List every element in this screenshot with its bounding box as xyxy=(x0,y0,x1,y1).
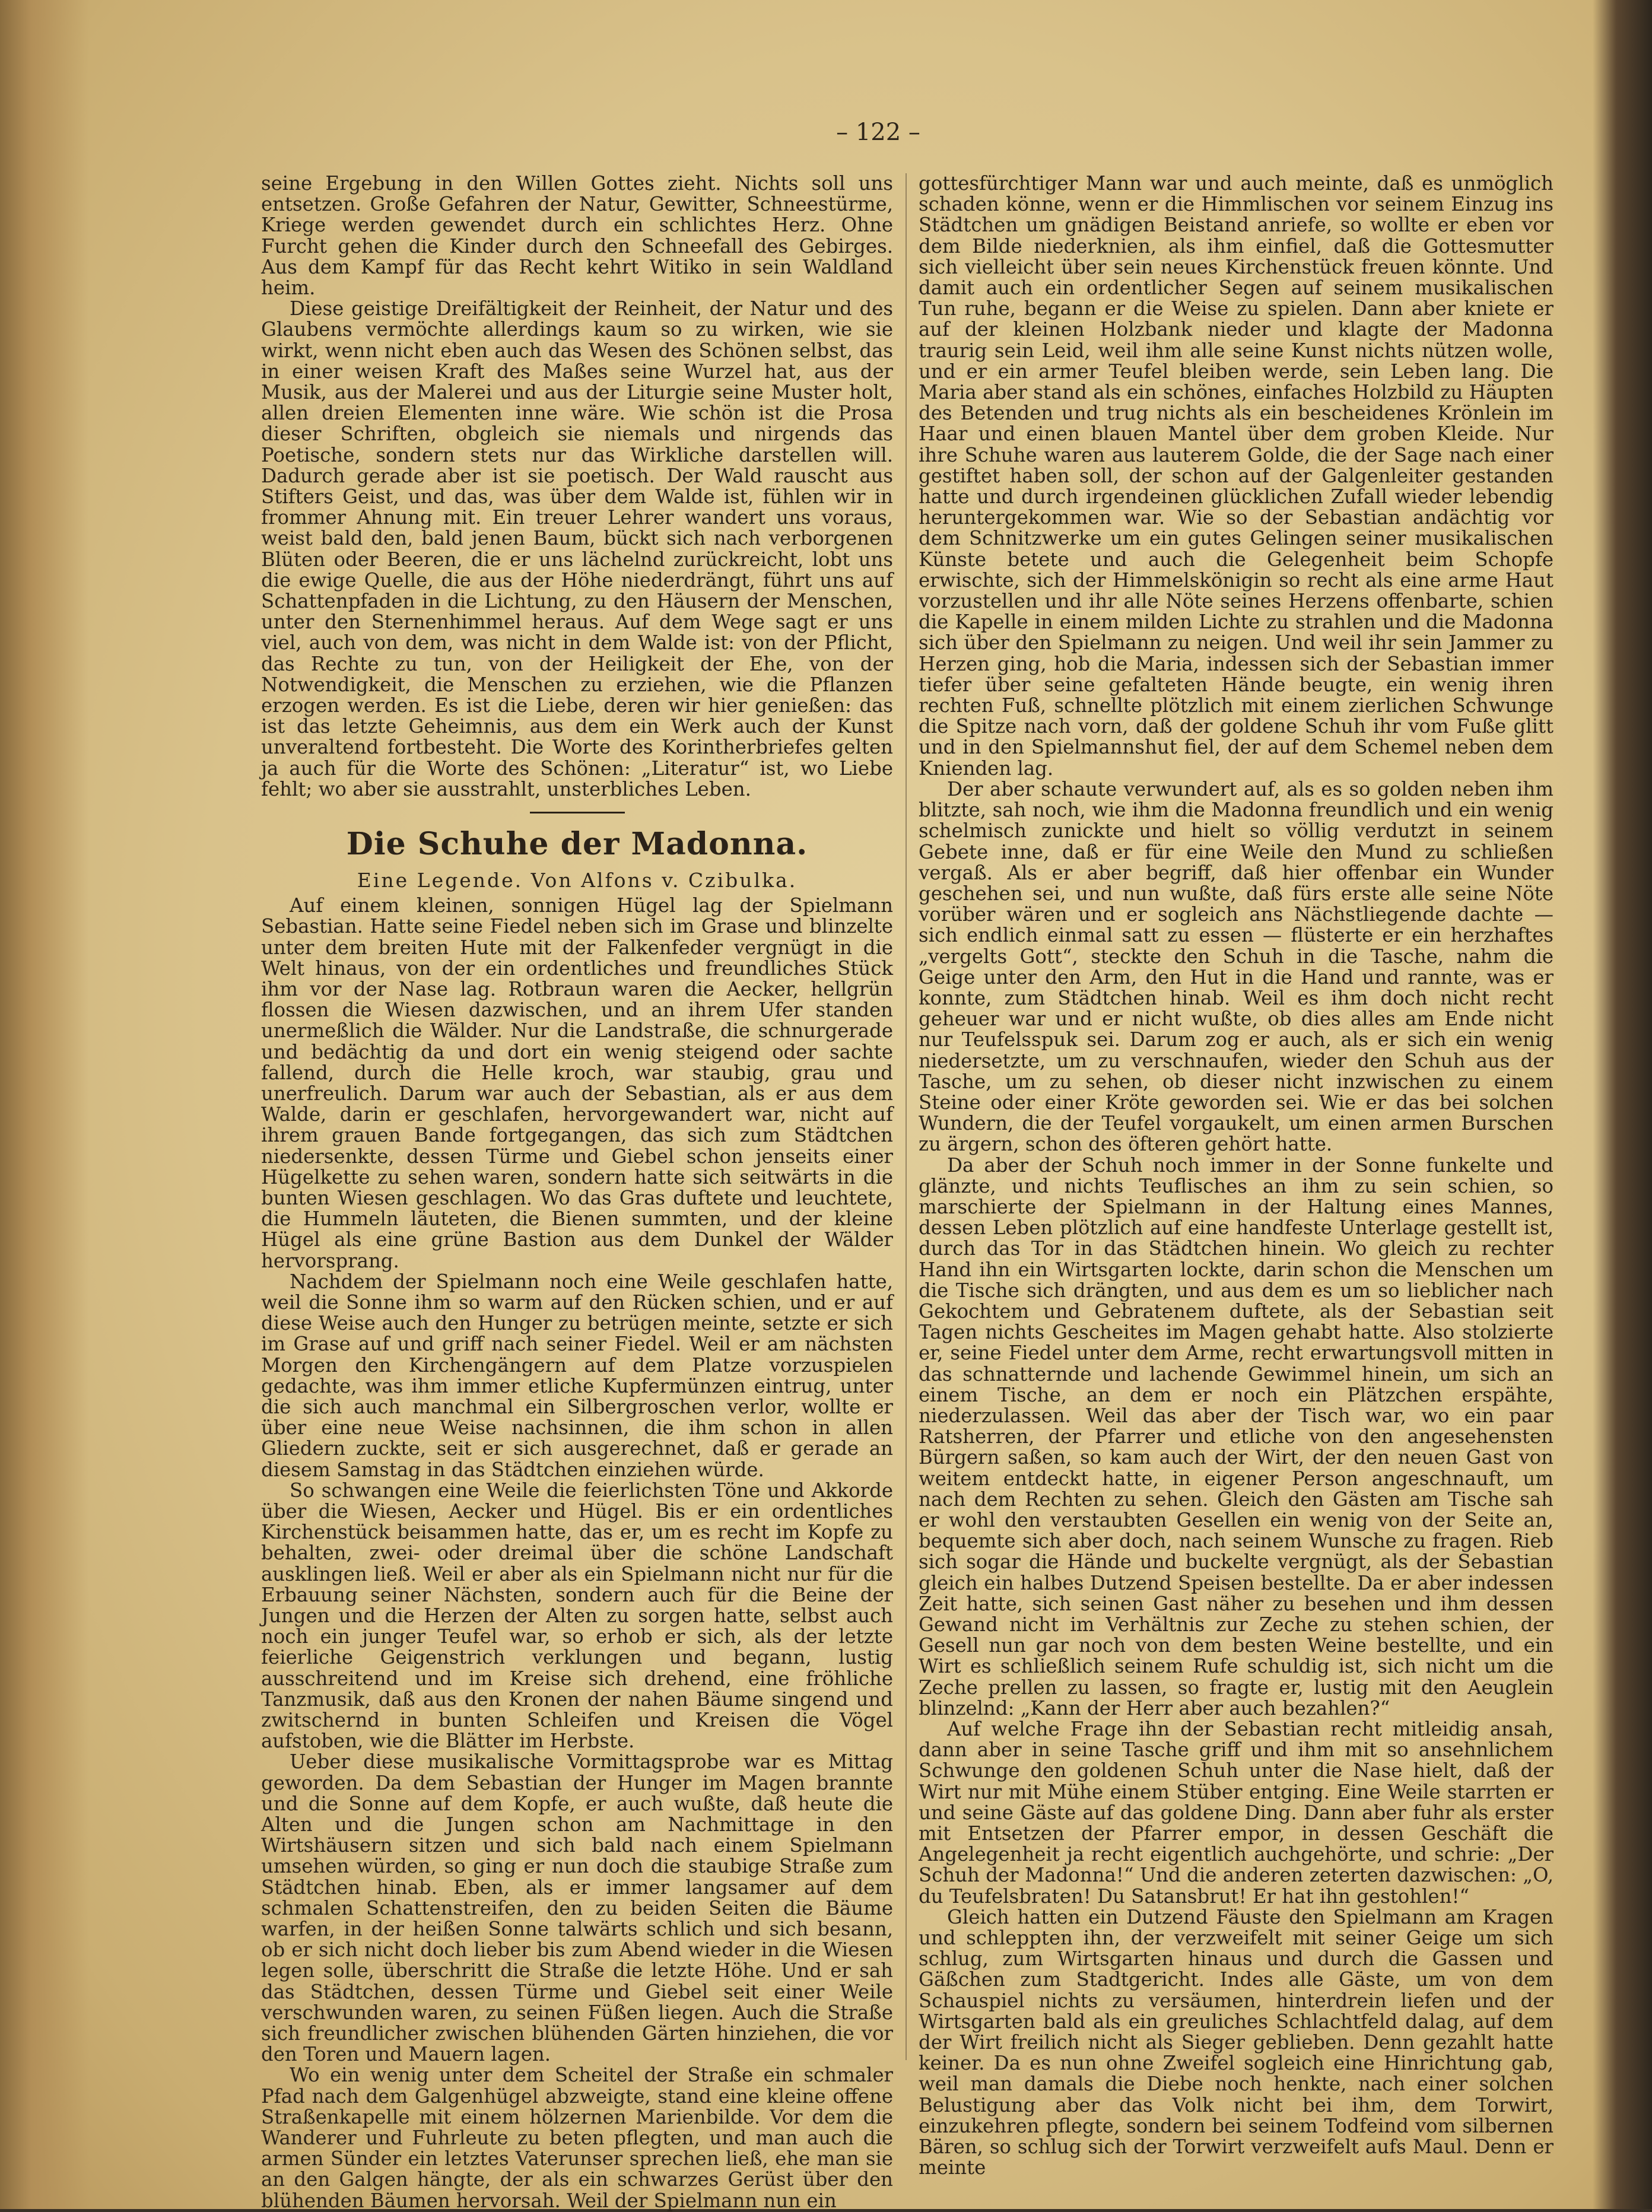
story-paragraph: So schwangen eine Weile die feierlichsten Töne und Akkorde über die Wiesen, Aecker und Hügel. Bis er ein ordentliches Kirchenstück beisammen hatte, das er, um es recht im Kopfe zu behalten, zwei- oder dreimal über die schöne Landschaft ausklingen ließ. Weil er aber als ein Spielmann nicht nur für die Erbauung seiner Nächsten, sondern auch für die Beine der Jungen und die Herzen der Alten zu sorgen hatte, selbst auch noch ein junger Teufel war, so erhob er sich, als der letzte feierliche Geigenstrich verklungen und begann, lustig ausschreitend und im Kreise sich drehend, eine fröhliche Tanzmusik, daß aus den Kronen der nahen Bäume singend und zwitschernd in bunten Schleifen und Kreisen die Vögel aufstoben, wie die Blätter im Herbste. xyxy=(261,1479,893,1753)
story-paragraph: Ueber diese musikalische Vormittagsprobe war es Mittag geworden. Da dem Sebastian der Hunger im Magen brannte und die Sonne auf dem Kopfe, er auch wußte, daß heute die Alten und die Jungen schon am Nachmittage in den Wirtshäusern sitzen und sich bald nach einem Spielmann umsehen würden, so ging er nun doch die staubige Straße zum Städtchen hinab. Eben, als er immer langsamer auf dem schmalen Schattenstreifen, den zu beiden Seiten die Bäume warfen, in der heißen Sonne talwärts schlich und sich besann, ob er sich nicht doch lieber bis zum Abend wieder in die Wiesen legen solle, überschritt die Straße die letzte Höhe. Und er sah das Städtchen, dessen Türme und Giebel seit einer Weile verschwunden waren, zu seinen Füßen liegen. Auch die Straße sich freundlicher zwischen blühenden Gärten hinziehen, die vor den Toren und Mauern lagen. xyxy=(261,1750,893,2066)
story-paragraph: Wo ein wenig unter dem Scheitel der Straße ein schmaler Pfad nach dem Galgenhügel abzweigte, stand eine kleine offene Straßenkapelle mit einem hölzernen Marienbilde. Vor dem die Wanderer und Fuhrleute zu beten pflegten, und man auch die armen Sünder ein letztes Vaterunser sprechen ließ, ehe man sie an den Galgen hängte, der als ein schwarzes Gerüst über den blühenden Bäumen hervorsah. Weil der Spielmann nun ein xyxy=(261,2064,893,2212)
right-column xyxy=(919,172,1553,2179)
story-paragraph: Auf welche Frage ihn der Sebastian recht mitleidig ansah, dann aber in seine Tasche griff und ihm mit so ansehnlichem Schwunge den goldenen Schuh unter die Nase hielt, daß der Wirt nur mit Mühe einem Stüber entging. Eine Weile starrten er und seine Gäste auf das goldene Ding. Dann aber fuhr als erster mit Entsetzen der Pfarrer empor, in dessen Geschäft die Angelegenheit ja recht eigentlich auchgehörte, und schrie: „Der Schuh der Madonna!“ Und die anderen zeterten dazwischen: „O, du Teufelsbraten! Du Satansbrut! Er hat ihn gestohlen!“ xyxy=(919,1718,1553,1908)
column-divider xyxy=(906,173,907,2060)
intro-paragraph: Diese geistige Dreifältigkeit der Reinheit, der Natur und des Glaubens vermöchte allerdings kaum so zu wirken, wie sie wirkt, wenn nicht eben auch das Wesen des Schönen selbst, das in einer weisen Kraft des Maßes seine Wurzel hat, aus der Musik, aus der Malerei und aus der Liturgie seine Muster holt, allen dreien Elementen inne wäre. Wie schön ist die Prosa dieser Schriften, obgleich sie niemals und nirgends das Poetische, sondern stets nur das Wirkliche darstellen will. Dadurch gerade aber ist sie poetisch. Der Wald rauscht aus Stifters Geist, und das, was über dem Walde ist, fühlen wir in frommer Ahnung mit. Ein treuer Lehrer wandert uns voraus, weist bald den, bald jenen Baum, bückt sich nach verborgenen Blüten oder Beeren, die er uns lächelnd zurückreicht, lobt uns die ewige Quelle, die aus der Höhe niederdrängt, führt uns auf Schattenpfaden in die Lichtung, zu den Häusern der Menschen, unter den Sternenhimmel heraus. Auf dem Wege sagt er uns viel, auch von dem, was nicht in dem Walde ist: von der Pflicht, das Rechte zu tun, von der Heiligkeit der Ehe, von der Notwendigkeit, die Menschen zu erziehen, wie die Pflanzen erzogen werden. Es ist die Liebe, deren wir hier genießen: das ist das letzte Geheimnis, aus dem ein Werk auch der Kunst unveraltend fortbesteht. Die Worte des Korintherbriefes gelten ja auch für die Worte des Schönen: „Literatur“ ist, wo Liebe fehlt; wo aber sie ausstrahlt, unsterbliches Leben. xyxy=(261,297,893,800)
story-byline: Eine Legende. Von Alfons v. Czibulka. xyxy=(357,869,798,892)
story-paragraph: Auf einem kleinen, sonnigen Hügel lag der Spielmann Sebastian. Hatte seine Fiedel neben sich im Grase und blinzelte unter dem breiten Hute mit der Falkenfeder vergnügt in die Welt hinaus, von der ein ordentliches und freundliches Stück ihm vor der Nase lag. Rotbraun waren die Aecker, hellgrün flossen die Wiesen dazwischen, und an ihrem Ufer standen unermeßlich die Wälder. Nur die Landstraße, die schnurgerade und bedächtig da und dort ein wenig steigend oder sachte fallend, durch die Helle kroch, war staubig, grau und unerfreulich. Darum war auch der Sebastian, als er aus dem Walde, darin er geschlafen, hervorgewandert war, nicht auf ihrem grauen Bande fortgegangen, das sich zum Städtchen niedersenkte, dessen Türme und Giebel schon jenseits einer Hügelkette zu sehen waren, sondern hatte sich seitwärts in die bunten Wiesen geschlagen. Wo das Gras duftete und leuchtete, die Hummeln läuteten, die Bienen summten, und der kleine Hügel als eine grüne Bastion aus dem Dunkel der Wälder hervorsprang. xyxy=(261,894,893,1272)
story-paragraph: Der aber schaute verwundert auf, als es so golden neben ihm blitzte, sah noch, wie ihm die Madonna freundlich und ein wenig schelmisch zunickte und hielt so völlig verdutzt in seinem Gebete inne, daß er für eine Weile den Mund zu schließen vergaß. Als er aber begriff, daß hier offenbar ein Wunder geschehen sei, und nun wußte, daß fürs erste alle seine Nöte vorüber wären und er sogleich ans Nächstliegende dachte — sich endlich einmal satt zu essen — flüsterte er ein herzhaftes „vergelts Gott“, steckte den Schuh in die Tasche, nahm die Geige unter den Arm, den Hut in die Hand und rannte, was er konnte, zum Städtchen hinab. Weil es ihm doch nicht recht geheuer war und er nicht wußte, ob dies alles am Ende nicht nur Teufelsspuk sei. Darum zog er auch, als er sich ein wenig niedersetzte, um zu verschnaufen, wieder den Schuh aus der Tasche, um zu sehen, ob dieser nicht inzwischen zu einem Steine oder einer Kröte geworden sei. Wie er das bei solchen Wundern, die der Teufel vorgaukelt, um einen armen Burschen zu ärgern, schon des öfteren gehört hatte. xyxy=(919,777,1553,1156)
story-paragraph: gottesfürchtiger Mann war und auch meinte, daß es unmöglich schaden könne, wenn er die Himmlischen vor seinem Einzug ins Städtchen um gnädigen Beistand anriefe, so wollte er eben vor dem Bilde niederknien, als ihm einfiel, daß die Gottesmutter sich vielleicht über sein neues Kirchenstück freuen könnte. Und damit auch ein ordentlicher Segen auf seinem musikalischen Tun ruhe, begann er die Weise zu spielen. Dann aber kniete er auf der kleinen Holzbank nieder und klagte der Madonna traurig sein Leid, weil ihm alle seine Kunst nichts nützen wolle, und er ein armer Teufel bleiben werde, sein Leben lang. Die Maria aber stand als ein schönes, einfaches Holzbild zu Häupten des Betenden und trug nichts als ein bescheidenes Krönlein im Haar und einen blauen Mantel über dem groben Kleide. Nur ihre Schuhe waren aus lauterem Golde, die der Sage nach einer gestiftet haben soll, der schon auf der Galgenleiter gestanden hatte und durch irgendeinen glücklichen Zufall wieder lebendig heruntergekommen war. Wie so der Sebastian andächtig vor dem Schnitzwerke um ein gutes Gelingen seiner musikalischen Künste betete und auch die Gelegenheit beim Schopfe erwischte, sich der Himmelskönigin so recht als eine arme Haut vorzustellen und ihr alle Nöte seines Herzens offenbarte, schien die Kapelle in einem milden Lichte zu strahlen und die Madonna sich über den Spielmann zu neigen. Und weil ihr sein Jammer zu Herzen ging, hob die Maria, indessen sich der Sebastian immer tiefer über seine gefalteten Hände beugte, ein wenig ihren rechten Fuß, schnellte plötzlich mit einem zierlichen Schwunge die Spitze nach vorn, daß der goldene Schuh ihr vom Fuße glitt und in den Spielmannshut fiel, der auf dem Schemel neben dem Knienden lag. xyxy=(919,172,1553,780)
left-column xyxy=(261,172,893,2212)
story-title: Die Schuhe der Madonna. xyxy=(346,826,808,863)
page-edge xyxy=(1593,0,1652,2209)
intro-paragraph: seine Ergebung in den Willen Gottes zieht. Nichts soll uns entsetzen. Große Gefahren der Natur, Gewitter, Schneestürme, Kriege werden gewendet durch ein schlichtes Herz. Ohne Furcht gehen die Kinder durch den Schneefall des Gebirges. Aus dem Kampf für das Recht kehrt Witiko in sein Waldland heim. xyxy=(261,172,893,300)
story-paragraph: Nachdem der Spielmann noch eine Weile geschlafen hatte, weil die Sonne ihm so warm auf den Rücken schien, und er auf diese Weise auch den Hunger zu betrügen meinte, setzte er sich im Grase auf und griff nach seiner Fiedel. Weil er am nächsten Morgen den Kirchengängern auf dem Platze vorzuspielen gedachte, was ihm immer etliche Kupfermünzen eintrug, unter die sich auch manchmal ein Silbergroschen verlor, wollte er über eine neue Weise nachsinnen, die ihm schon in allen Gliedern zuckte, seit er sich ausgerechnet, daß er gerade an diesem Samstag in das Städtchen einziehen würde. xyxy=(261,1270,893,1481)
story-paragraph: Da aber der Schuh noch immer in der Sonne funkelte und glänzte, und nichts Teuflisches an ihm zu sein schien, so marschierte der Spielmann in der Haltung eines Mannes, dessen Leben plötzlich auf eine handfeste Unterlage gestellt ist, durch das Tor in das Städtchen hinein. Wo gleich zu rechter Hand ihn ein Wirtsgarten lockte, darin schon die Menschen um die Tische sich drängten, und aus dem es um so lieblicher nach Gekochtem und Gebratenem duftete, als der Sebastian seit Tagen nichts Gescheites im Magen gehabt hatte. Also stolzierte er, seine Fiedel unter dem Arme, recht erwartungsvoll mitten in das schnatternde und lachende Gewimmel hinein, um sich an einem Tische, an dem er noch ein Plätzchen erspähte, niederzulassen. Weil das aber der Tisch war, wo ein paar Ratsherren, der Pfarrer und etliche von den angesehensten Bürgern saßen, so kam auch der Wirt, der den neuen Gast von weitem entdeckt hatte, in eigener Person angeschnauft, um nach dem Rechten zu sehen. Gleich den Gästen am Tische sah er wohl den verstaubten Gesellen ein wenig von der Seite an, bequemte sich aber doch, nach seinem Wunsche zu fragen. Rieb sich sogar die Hände und buckelte vergnügt, als der Sebastian gleich ein halbes Dutzend Speisen bestellte. Da er aber indessen Zeit hatte, sich seinen Gast näher zu besehen und ihm dessen Gewand nicht im Verhältnis zur Zeche zu stehen schien, der Gesell nun gar noch von dem besten Weine bestellte, und ein Wirt es schließlich seinem Rufe schuldig ist, sich nicht um die Zeche prellen zu lassen, so fragte er, lustig mit den Aeuglein blinzelnd: „Kann der Herr aber auch bezahlen?“ xyxy=(919,1153,1553,1720)
section-rule xyxy=(530,812,625,813)
page-number: – 122 – xyxy=(836,119,920,146)
story-paragraph: Gleich hatten ein Dutzend Fäuste den Spielmann am Kragen und schleppten ihn, der verzweifelt mit seiner Geige um sich schlug, zum Wirtsgarten hinaus und durch die Gassen und Gäßchen zum Stadtgericht. Indes alle Gäste, um von dem Schauspiel nichts zu versäumen, hinterdrein liefen und der Wirtsgarten bald als ein greuliches Schlachtfeld dalag, auf dem der Wirt freilich nicht als Sieger geblieben. Denn gezahlt hatte keiner. Da es nun ohne Zweifel sogleich eine Hinrichtung gab, weil man damals die Diebe noch henkte, nach einer solchen Belustigung aber das Volk nicht bei ihm, dem Torwirt, einzukehren pflegte, sondern bei seinem Todfeind vom silbernen Bären, so schlug sich der Torwirt verzweifelt aufs Maul. Denn er meinte xyxy=(919,1905,1553,2179)
binding-shadow xyxy=(0,0,89,2209)
